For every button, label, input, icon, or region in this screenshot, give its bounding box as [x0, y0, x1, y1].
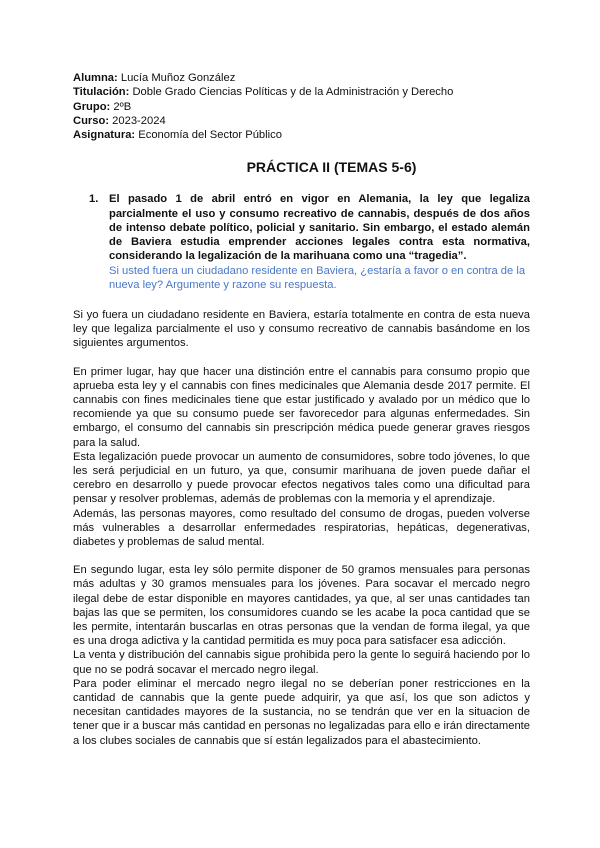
page-title: PRÁCTICA II (TEMAS 5-6): [246, 159, 417, 176]
curso-value: 2023-2024: [112, 114, 166, 127]
alumna-label: Alumna:: [73, 72, 118, 84]
question-number: 1.: [89, 193, 99, 206]
answer-body: [73, 308, 530, 748]
titulacion-label: Titulación:: [73, 86, 130, 99]
question-item: [89, 192, 530, 291]
paragraph-sale-distribution: La venta y distribución del cannabis sigue prohibida pero la gente lo seguirá haciendo por lo que no se podrá socavar el mercado negro ilegal.: [73, 649, 530, 676]
grupo-label: Grupo:: [73, 100, 111, 113]
titulacion-value: Doble Grado Ciencias Políticas y de la Administración y Derecho: [132, 86, 454, 99]
titulacion-row: [73, 85, 530, 99]
asignatura-value: Economía del Sector Público: [138, 129, 282, 142]
asignatura-label: Asignatura:: [73, 129, 136, 142]
question-text: El pasado 1 de abril entró en vigor en Alemania, la ley que legaliza parcialmente el uso y consumo recreativo de cannabis, después de dos años de intenso debate político, policial y sanitario. Sin embargo, el estado alemán de Baviera estudia emprender acciones legales contra esta normativa, considerando la legalización de la marihuana como una “tragedia”.: [109, 193, 530, 263]
paragraph-second-argument: En segundo lugar, esta ley sólo permite disponer de 50 gramos mensuales para personas más adultas y 30 gramos mensuales para los jóvenes. Para socavar el mercado negro ilegal debe de estar disponible en mayores cantidades, ya que, al ser unas cantidades tan bajas las que se permiten, los consumidores cuando se les acabe la poca cantidad que se les permite, intentarán buscarlas en otras personas que la vendan de forma ilegal, ya que es una droga adictiva y la cantidad permitida es muy poca para satisfacer esa adicción.: [73, 564, 530, 648]
paragraph-black-market: Para poder eliminar el mercado negro ilegal no se deberían poner restricciones en la cantidad de cannabis que la gente puede adquirir, ya que así, los que son adictos y necesitan cantidades mayores de la sustancia, no se tendrán que ver en la situacion de tener que ir a buscar más cantidad en personas no legalizadas para ello e irán directamente a los clubes sociales de cannabis que sí están legalizados para el abastecimiento.: [73, 677, 530, 747]
asignatura-row: [73, 128, 530, 142]
paragraph-intro: Si yo fuera un ciudadano residente en Baviera, estaría totalmente en contra de esta nueva ley que legaliza parcialmente el uso y consumo recreativo de cannabis basándome en los siguientes argumentos.: [73, 308, 530, 350]
alumna-value: Lucía Muñoz González: [120, 72, 236, 84]
paragraph-first-argument: En primer lugar, hay que hacer una distinción entre el cannabis para consumo propio que aprueba esta ley y el cannabis con fines medicinales que Alemania desde 2017 permite. El cannabis con fines medicinales tiene que estar justificado y avalado por un médico que lo recomiende ya que su consumo puede ser favorecedor para algunas enfermedades. Sin embargo, el consumo del cannabis sin prescripción médica puede generar graves riesgos para la salud.: [73, 365, 530, 449]
paragraph-older-people: Además, las personas mayores, como resultado del consumo de drogas, pueden volverse más vulnerables a desarrollar enfermedades respiratorias, hepáticas, degenerativas, diabetes y problemas de salud mental.: [73, 507, 530, 548]
curso-label: Curso:: [73, 114, 110, 127]
grupo-value: 2ºB: [113, 100, 132, 113]
grupo-row: [73, 100, 530, 114]
question-body: [109, 192, 530, 291]
question-prompt: Si usted fuera un ciudadano residente en Baviera, ¿estaría a favor o en contra de la nueva ley? Argumente y razone su respuesta.: [109, 264, 526, 291]
curso-row: [73, 114, 530, 128]
alumna-row: [73, 71, 530, 85]
paragraph-young-consumers: Esta legalización puede provocar un aumento de consumidores, sobre todo jóvenes, lo que les será perjudicial en un futuro, ya que, consumir marihuana de joven puede dañar el cerebro en desarrollo y puede provocar efectos negativos tales como una dificultad para pensar y resolver problemas, además de problemas con la memoria y el aprendizaje.: [73, 450, 530, 506]
student-info: [73, 71, 530, 142]
